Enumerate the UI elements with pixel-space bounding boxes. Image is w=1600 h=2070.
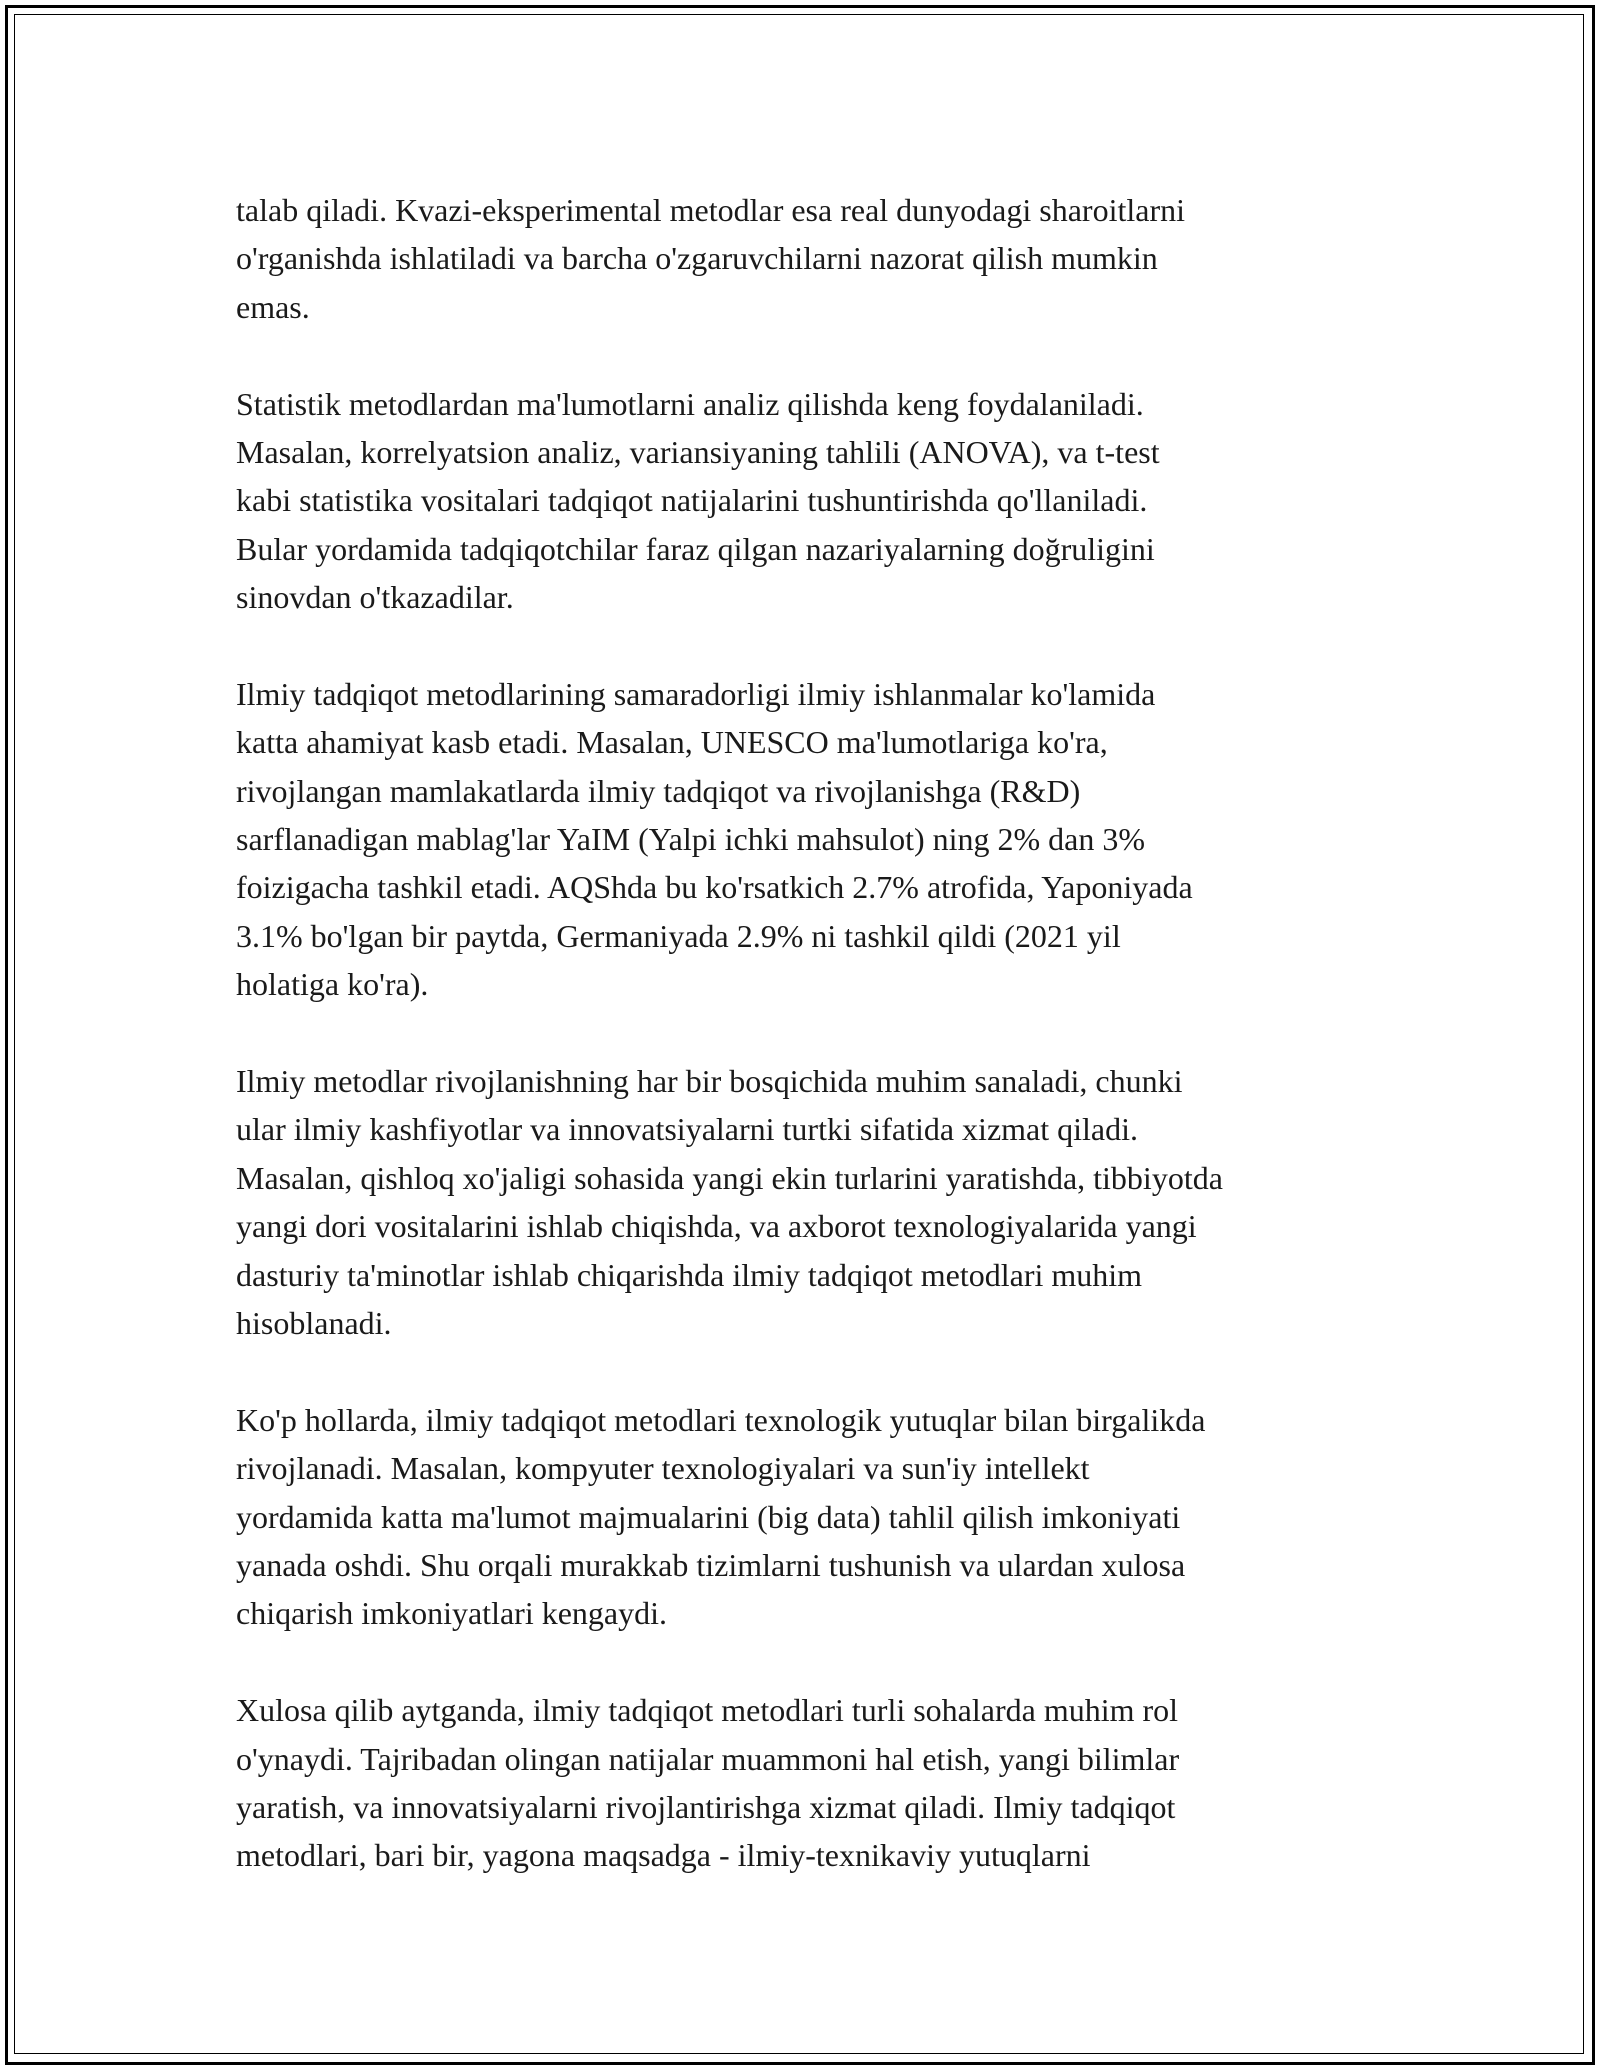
text-line: Statistik metodlardan ma'lumotlarni analiz qilishda keng foydalaniladi. xyxy=(236,385,1144,422)
paragraph-statistical-methods xyxy=(236,380,1376,622)
text-line: kabi statistika vositalari tadqiqot natijalarini tushuntirishda qo'llaniladi. xyxy=(236,482,1148,519)
text-line: sarflanadigan mablag'lar YaIM (Yalpi ichki mahsulot) ning 2% dan 3% xyxy=(236,821,1146,858)
text-line: Masalan, korrelyatsion analiz, variansiyaning tahlili (ANOVA), va t-test xyxy=(236,433,1160,470)
text-line: Ilmiy metodlar rivojlanishning har bir bosqichida muhim sanaladi, chunki xyxy=(236,1063,1183,1100)
text-line: talab qiladi. Kvazi-eksperimental metodlar esa real dunyodagi sharoitlarni xyxy=(236,192,1185,228)
text-line: ular ilmiy kashfiyotlar va innovatsiyalarni turtki sifatida xizmat qiladi. xyxy=(236,1111,1138,1148)
paragraph-development-stages xyxy=(236,1057,1376,1347)
text-line: holatiga ko'ra). xyxy=(236,966,429,1003)
text-line: o'ynaydi. Tajribadan olingan natijalar muammoni hal etish, yangi bilimlar xyxy=(236,1740,1180,1777)
text-line: rivojlangan mamlakatlarda ilmiy tadqiqot va rivojlanishga (R&D) xyxy=(236,772,1081,809)
text-line: 3.1% bo'lgan bir paytda, Germaniyada 2.9% ni tashkil qildi (2021 yil xyxy=(236,917,1121,954)
paragraph-experimental-methods xyxy=(236,186,1376,331)
text-line: chiqarish imkoniyatlari kengaydi. xyxy=(236,1595,667,1632)
paragraph-research-efficiency xyxy=(236,670,1376,1009)
text-line: rivojlanadi. Masalan, kompyuter texnologiyalari va sun'iy intellekt xyxy=(236,1450,1090,1487)
text-line: dasturiy ta'minotlar ishlab chiqarishda ilmiy tadqiqot metodlari muhim xyxy=(236,1256,1143,1293)
text-line: yordamida katta ma'lumot majmualarini (big data) tahlil qilish imkoniyati xyxy=(236,1498,1181,1535)
text-line: katta ahamiyat kasb etadi. Masalan, UNESCO ma'lumotlariga ko'ra, xyxy=(236,724,1108,761)
text-line: Xulosa qilib aytganda, ilmiy tadqiqot metodlari turli sohalarda muhim rol xyxy=(236,1692,1179,1729)
text-line: emas. xyxy=(236,288,310,325)
document-body xyxy=(236,186,1376,1928)
paragraph-conclusion xyxy=(236,1686,1376,1880)
paragraph-technology-advances xyxy=(236,1396,1376,1638)
text-line: Bular yordamida tadqiqotchilar faraz qilgan nazariyalarning doğruligini xyxy=(236,530,1155,567)
text-line: foizigacha tashkil etadi. AQShda bu ko'rsatkich 2.7% atrofida, Yaponiyada xyxy=(236,869,1193,906)
text-line: sinovdan o'tkazadilar. xyxy=(236,579,514,616)
text-line: yaratish, va innovatsiyalarni rivojlantirishga xizmat qiladi. Ilmiy tadqiqot xyxy=(236,1788,1176,1825)
text-line: yanada oshdi. Shu orqali murakkab tizimlarni tushunish va ulardan xulosa xyxy=(236,1546,1186,1583)
text-line: yangi dori vositalarini ishlab chiqishda, va axborot texnologiyalarida yangi xyxy=(236,1208,1197,1245)
text-line: o'rganishda ishlatiladi va barcha o'zgaruvchilarni nazorat qilish mumkin xyxy=(236,240,1158,277)
text-line: metodlari, bari bir, yagona maqsadga - ilmiy-texnikaviy yutuqlarni xyxy=(236,1837,1091,1874)
text-line: Ilmiy tadqiqot metodlarining samaradorligi ilmiy ishlanmalar ko'lamida xyxy=(236,675,1156,712)
text-line: Masalan, qishloq xo'jaligi sohasida yangi ekin turlarini yaratishda, tibbiyotda xyxy=(236,1159,1223,1196)
text-line: hisoblanadi. xyxy=(236,1304,392,1341)
text-line: Ko'p hollarda, ilmiy tadqiqot metodlari texnologik yutuqlar bilan birgalikda xyxy=(236,1401,1206,1438)
